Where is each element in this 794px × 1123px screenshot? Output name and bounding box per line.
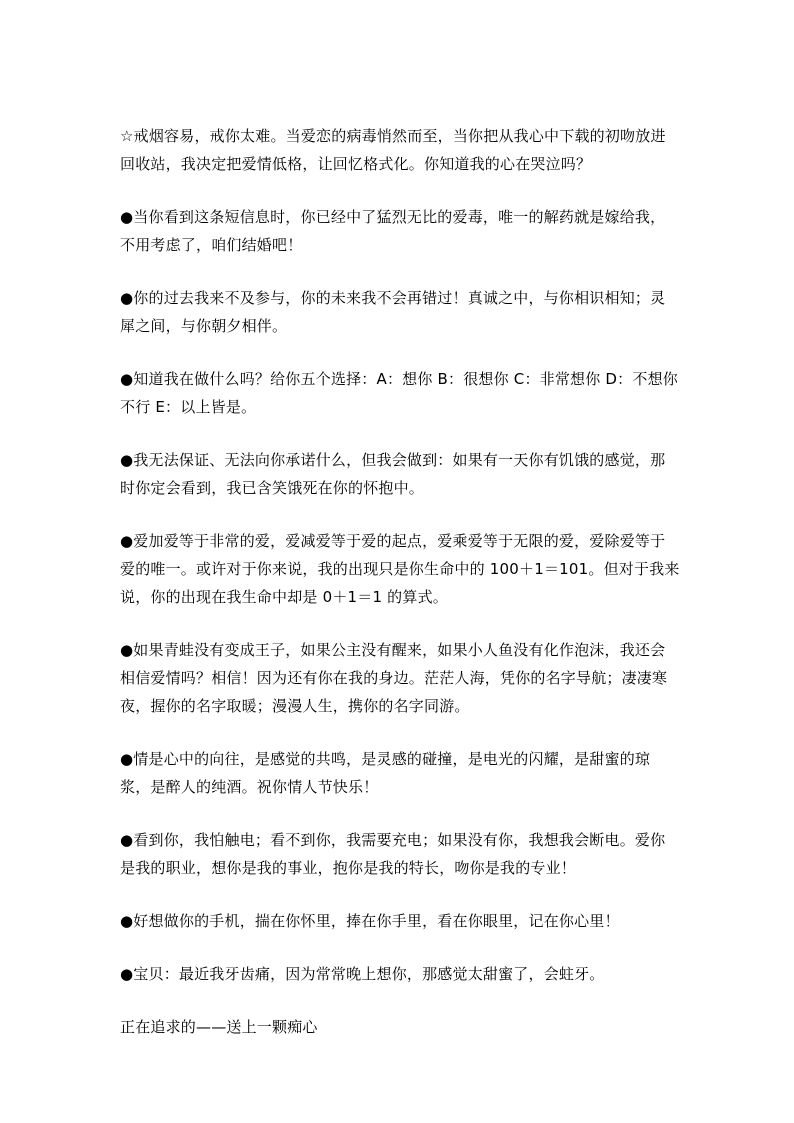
- paragraph-4: ●知道我在做什么吗？给你五个选择：A：想你 B：很想你 C：非常想你 D：不想你不行 E：以上皆是。: [120, 370, 678, 416]
- paragraph-3: ●你的过去我来不及参与，你的未来我不会再错过！真诚之中，与你相识相知；灵犀之间，与你朝夕相伴。: [120, 289, 666, 335]
- closing-line: 正在追求的——送上一颗痴心: [120, 1018, 318, 1036]
- document-body: [120, 122, 680, 1041]
- paragraph-8: ●情是心中的向往，是感觉的共鸣，是灵感的碰撞，是电光的闪耀，是甜蜜的琼浆，是醉人的纯酒。祝你情人节快乐！: [120, 750, 651, 796]
- paragraph-9: ●看到你，我怕触电；看不到你，我需要充电；如果没有你，我想我会断电。爱你是我的职业，想你是我的事业，抱你是我的特长，吻你是我的专业！: [120, 831, 666, 877]
- paragraph-1: ☆戒烟容易，戒你太难。当爱恋的病毒悄然而至，当你把从我心中下载的初吻放进回收站，我决定把爱情低格，让回忆格式化。你知道我的心在哭泣吗？: [120, 127, 666, 173]
- paragraph-5: ●我无法保证、无法向你承诺什么，但我会做到：如果有一天你有饥饿的感觉，那时你定会看到，我已含笑饿死在你的怀抱中。: [120, 451, 666, 497]
- paragraph-6: ●爱加爱等于非常的爱，爱减爱等于爱的起点，爱乘爱等于无限的爱，爱除爱等于爱的唯一。或许对于你来说，我的出现只是你生命中的 100＋1＝101。但对于我来说，你的出现在我生命中却是 0＋1＝1 的算式。: [120, 532, 680, 606]
- paragraph-2: ●当你看到这条短信息时，你已经中了猛烈无比的爱毒，唯一的解药就是嫁给我，不用考虑了，咱们结婚吧！: [120, 208, 666, 254]
- paragraph-7: ●如果青蛙没有变成王子，如果公主没有醒来，如果小人鱼没有化作泡沫，我还会相信爱情吗？相信！因为还有你在我的身边。茫茫人海，凭你的名字导航；凄凄寒夜，握你的名字取暖；漫漫人生，携你的名字同游。: [120, 641, 668, 715]
- paragraph-11: ●宝贝：最近我牙齿痛，因为常常晚上想你，那感觉太甜蜜了，会蛀牙。: [120, 965, 605, 983]
- paragraph-10: ●好想做你的手机，揣在你怀里，捧在你手里，看在你眼里，记在你心里！: [120, 912, 620, 930]
